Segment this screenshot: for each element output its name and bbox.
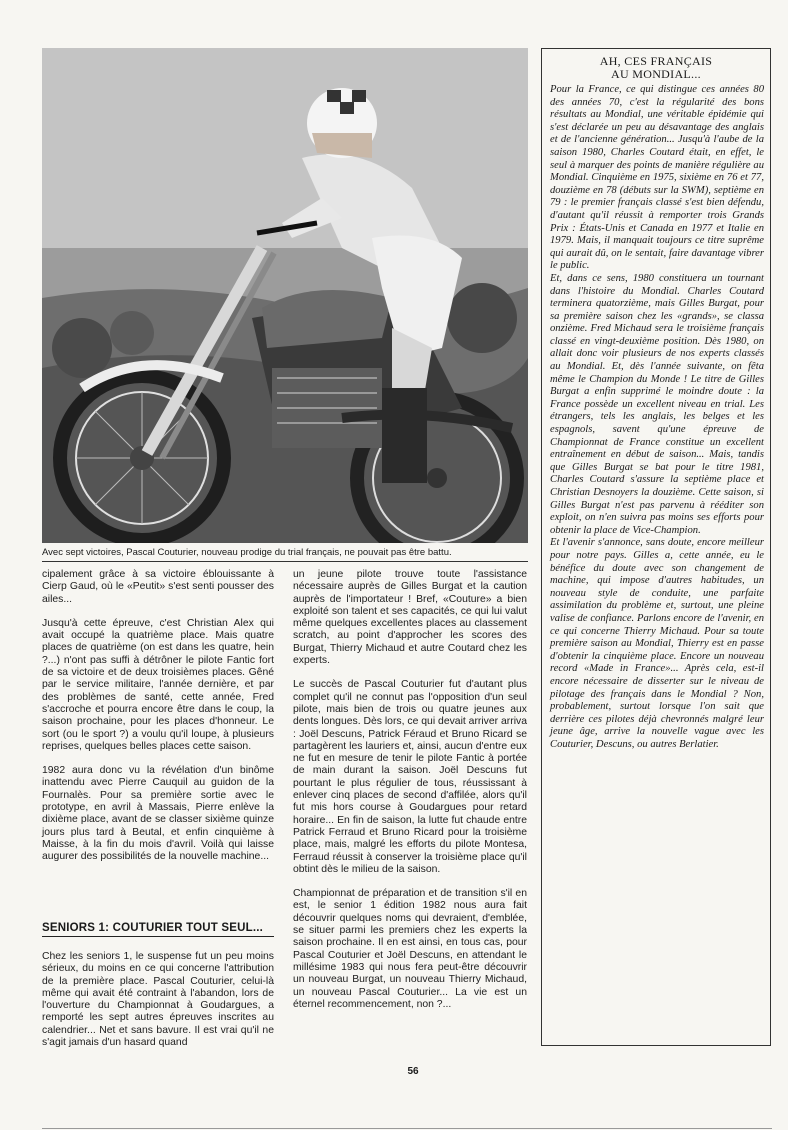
paragraph: Championnat de préparation et de transition s'il en est, le senior 1 édition 1982 nous aura fait découvrir quelques noms qui devraient, d'emblée, se situer parmi les premiers chez les experts la saison prochaine. Il en est ainsi, en tous cas, pour Pascal Couturier et Joël Descuns, en attendant le millésime 1983 qui nous fera peut-être découvrir un nouveau Burgat, un nouveau Thierry Michaud, un nouveau Pascal Couturier... La vie est un éternel recommencement, non ?... bbox=[293, 888, 527, 1010]
section-heading: SENIORS 1: COUTURIER TOUT SEUL... bbox=[42, 922, 274, 937]
photo-illustration bbox=[42, 48, 528, 543]
paragraph: 1982 aura donc vu la révélation d'un binôme inattendu avec Pierre Cauquil au guidon de la Fournalès. Pour sa première sortie avec le prototype, en avril à Massais, Pierre enlève la dixième place, avant de se classer sixième quinze jours plus tard à Beutal, et enfin cinquième à Maisse, à la fin du mois d'avril. Voilà qui laisse augurer des possibilités de la nouvelle machine... bbox=[42, 765, 274, 863]
paragraph: Chez les seniors 1, le suspense fut un peu moins sérieux, du moins en ce qui concerne l'attribution de la première place. Pascal Couturier, celui-là même qui avait été contraint à l'abandon, lors de l'ouverture du Championnat à Goudargues, a remporté les sept autres épreuves inscrites au calendrier... Net et sans bavure. Il est vrai qu'il ne s'agit jamais d'un hasard quand bbox=[42, 951, 274, 1049]
bottom-rule bbox=[42, 1128, 772, 1129]
paragraph: Le succès de Pascal Couturier fut d'autant plus complet qu'il ne connut pas l'opposition d'un seul pilote, mais bien de trois ou quatre jeunes aux dents longues. Dès lors, ce qui devait arriver arriva : Joël Descuns, Patrick Féraud et Bruno Ricard se partagèrent les lauriers et, ainsi, aucun d'entre eux ne fut en mesure de tenir le pilote Fantic à portée de main durant la saison. Joël Descuns fut pourtant le plus régulier de tous, réussissant à enlever cinq places de second d'affilée, alors qu'il fut mis hors course à Goudargues pour retard horaire... En fin de saison, la lutte fut chaude entre Patrick Ferraud et Bruno Ricard pour la troisième place, mais, malgré les efforts du pilote Montesa, Ferraud réussit à conserver la troisième place qu'il obtint dès le milieu de la saison. bbox=[293, 679, 527, 875]
paragraph: Jusqu'à cette épreuve, c'est Christian Alex qui avait occupé la quatrième place. Mais quatre places de quatrième (on est dans les quatre, hein ?...) n'ont pas suffi à détrôner le pilote Fantic fort de sa victoire et de deux troisièmes places. Gêné par le service militaire, l'année dernière, et par des problèmes de santé, cette année, Fred s'accroche et pourra encore être dans le coup, la saison prochaine, pour les places d'honneur. Le sort (ou le sport ?) a voulu qu'il loupe, à plusieurs reprises, quelques belles places cette saison. bbox=[42, 617, 274, 752]
sidebar-title-line: AH, CES FRANÇAIS bbox=[599, 54, 713, 68]
sidebar-paragraph: Et l'avenir s'annonce, sans doute, encore meilleur pour notre pays. Gilles a, cette année, eu le bénéfice du doute avec son changement de machine, qui impose d'autres habitudes, un nouveau style de conduite, une parfaite assimilation du problème et, surtout, une pleine valise de confiance. Parlons encore de l'avenir, en ce qui concerne Thierry Michaud. Pour sa toute première saison au Mondial, Thierry est en passe d'obtenir la cinquième place. Encore un nouveau record «Made in France»... Après cela, est-il encore nécessaire de disserter sur le niveau de pilotage des français dans le Mondial ? Non, probablement, surtout lorsque l'on sait que derrière ces pilotes déjà chevronnés malgré leur jeune âge, arrive la nouvelle vague avec les Couturier, Descuns, ou autres Berlatier. bbox=[550, 537, 764, 750]
paragraph: cipalement grâce à sa victoire éblouissante à Cierp Gaud, où le «Peutit» s'est senti pousser des ailes... bbox=[42, 569, 274, 605]
sidebar-paragraph: Pour la France, ce qui distingue ces années 80 des années 70, c'est la régularité des bons résultats au Mondial, une véritable épidémie qui s'est déclarée un peu au désavantage des anglais et de l'ancienne génération... Jusqu'à l'aube de la saison 1980, Charles Coutard était, en effet, le seul à marquer des points de manière régulière au Mondial. Cinquième en 1975, sixième en 76 et 77, douzième en 78 (débuts sur la SWM), septième en 79 : le premier français classé s'est bien défendu, d'autant qu'il réussit à remporter trois Grands Prix : États-Unis et Canada en 1977 et Italie en 1979. Mais, il manquait toujours ce titre suprême qui aurait dû, on le sentait, faire davantage vibrer le public. bbox=[550, 84, 764, 272]
sidebar-title bbox=[548, 55, 764, 81]
column-middle bbox=[293, 569, 527, 1011]
column-left-top bbox=[42, 569, 274, 864]
sidebar-title-line: AU MONDIAL... bbox=[611, 67, 701, 81]
sidebar-paragraph: Et, dans ce sens, 1980 constituera un tournant dans l'histoire du Mondial. Charles Coutard terminera quatorzième, mais Gilles Burgat, pour sa première saison chez les «grands», se classa onzième. Fred Michaud sera le troisième français classé en vingt-deuxième position. Dès 1980, on allait donc voir plusieurs de nos experts classés au Mondial. Et, dès l'année suivante, on fêta même le Champion du Monde ! Le titre de Gilles Burgat a enfin supprimé le moindre doute : la France possède un excellent niveau en trial. Les étrangers, tels les anglais, les belges et les espagnols, savent qu'une épreuve de Championnat de France constitue un excellent entraînement en début de saison... Mais, tandis que Gilles Burgat se bat pour le titre 1981, Charles Coutard s'assure la septième place et Christian Desnoyers la douzième. Cette saison, si Gilles Burgat n'est pas parvenu à rééditer son exploit, on n'en suivra pas moins ses efforts pour obtenir la place de Vice-Champion. bbox=[550, 272, 764, 536]
paragraph: un jeune pilote trouve toute l'assistance nécessaire auprès de Gilles Burgat et la caution auprès de l'importateur ! Bref, «Couture» a bien exploité son talent et ses capacités, ce qui lui valut même quelques excellentes places au classement scratch, au point d'approcher les scores des Burgat, Thierry Michaud et autre Coutard chez les experts. bbox=[293, 569, 527, 667]
column-left-bottom bbox=[42, 951, 274, 1049]
trial-rider-photo bbox=[42, 48, 528, 543]
page-number: 56 bbox=[407, 1066, 419, 1077]
photo-caption: Avec sept victoires, Pascal Couturier, nouveau prodige du trial français, ne pouvait pas être battu. bbox=[42, 545, 528, 562]
sidebar-text bbox=[550, 84, 764, 751]
